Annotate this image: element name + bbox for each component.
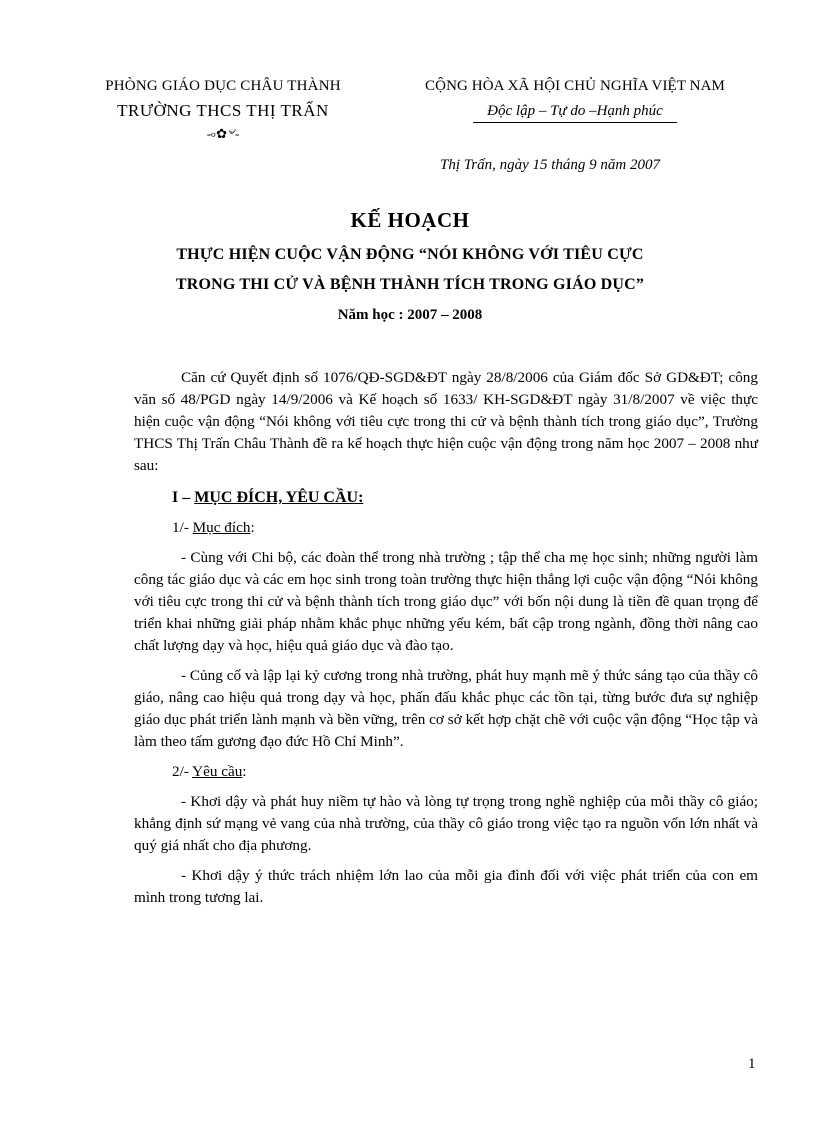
document-subtitle-line2: TRONG THI CỬ VÀ BỆNH THÀNH TÍCH TRONG GIÁO DỤC”: [175, 276, 645, 293]
requirements-paragraph-2: - Khơi dậy ý thức trách nhiệm lớn lao của mỗi gia đình đối với việc phát triển của con em mình trong tương lai.: [134, 867, 758, 906]
section-heading-1: [134, 487, 758, 509]
section-1-number: I –: [172, 489, 195, 506]
document-date: Thị Trấn, ngày 15 tháng 9 năm 2007: [440, 157, 661, 173]
subheading-purpose-number: 1/-: [172, 519, 193, 536]
department-name: PHÒNG GIÁO DỤC CHÂU THÀNH: [105, 78, 341, 94]
subheading-requirements: [134, 761, 758, 783]
national-motto: Độc lập – Tự do –Hạnh phúc: [473, 103, 677, 123]
subheading-purpose-colon: :: [250, 519, 255, 536]
purpose-paragraph-1: - Cùng với Chi bộ, các đoàn thể trong nhà trường ; tập thể cha mẹ học sinh; những người làm công tác giáo dục và các em học sinh trong toàn trường thực hiện thắng lợi cuộc vận động “Nói không với tiêu cực trong thi cử và bệnh thành tích trong giáo dục” với bốn nội dung là tiền đề quan trọng để triển khai những giải pháp nhằm khắc phục những yếu kém, bất cập trong ngành, đồng thời nâng cao chất lượng dạy và học, hiệu quả giáo dục và đào tạo.: [134, 549, 758, 654]
title-block: [90, 208, 730, 324]
national-header: [395, 78, 755, 123]
subheading-requirements-title: Yêu cầu: [192, 763, 243, 780]
school-name: TRƯỜNG THCS THỊ TRẤN: [117, 101, 329, 120]
ornament-divider: -৹✿৺-: [206, 126, 240, 141]
purpose-paragraph-2: - Củng cố và lập lại kỷ cương trong nhà trường, phát huy mạnh mẽ ý thức sáng tạo của thầy cô giáo, nâng cao hiệu quả trong dạy và học, phấn đấu khắc phục các tồn tại, từng bước đưa sự nghiệp giáo dục phát triển lành mạnh và bền vững, trên cơ sở kết hợp chặt chẽ với cuộc vận động “Học tập và làm theo tấm gương đạo đức Hồ Chí Minh”.: [134, 667, 758, 750]
nation-name: CỘNG HÒA XÃ HỘI CHỦ NGHĨA VIỆT NAM: [425, 78, 725, 94]
issuer-block: [78, 78, 368, 146]
subheading-purpose: [134, 517, 758, 539]
document-body: [134, 367, 758, 909]
document-title: KẾ HOẠCH: [350, 208, 470, 232]
section-1-title: MỤC ĐÍCH, YÊU CẦU:: [194, 489, 364, 506]
subheading-requirements-colon: :: [242, 763, 247, 780]
subheading-purpose-title: Mục đích: [192, 519, 251, 536]
page-number: 1: [748, 1056, 756, 1072]
intro-paragraph: Căn cứ Quyết định số 1076/QĐ-SGD&ĐT ngày 28/8/2006 của Giám đốc Sở GD&ĐT; công văn số 48/PGD ngày 14/9/2006 và Kế hoạch số 1633/ KH-SGD&ĐT ngày 31/8/2007 về việc thực hiện cuộc vận động “Nói không với tiêu cực trong thi cử và bệnh thành tích trong giáo dục”, Trường THCS Thị Trấn Châu Thành đề ra kế hoạch thực hiện cuộc vận động trong năm học 2007 – 2008 như sau:: [134, 369, 758, 474]
requirements-paragraph-1: - Khơi dậy và phát huy niềm tự hào và lòng tự trọng trong nghề nghiệp của mỗi thầy cô giáo; khẳng định sứ mạng vẻ vang của nhà trường, của thầy cô giáo trong việc tạo ra nguồn vốn lớn nhất và quý giá nhất cho địa phương.: [134, 793, 758, 854]
school-year: Năm học : 2007 – 2008: [337, 307, 483, 323]
subheading-requirements-number: 2/-: [172, 763, 193, 780]
document-subtitle-line1: THỰC HIỆN CUỘC VẬN ĐỘNG “NÓI KHÔNG VỚI TIÊU CỰC: [176, 246, 644, 263]
